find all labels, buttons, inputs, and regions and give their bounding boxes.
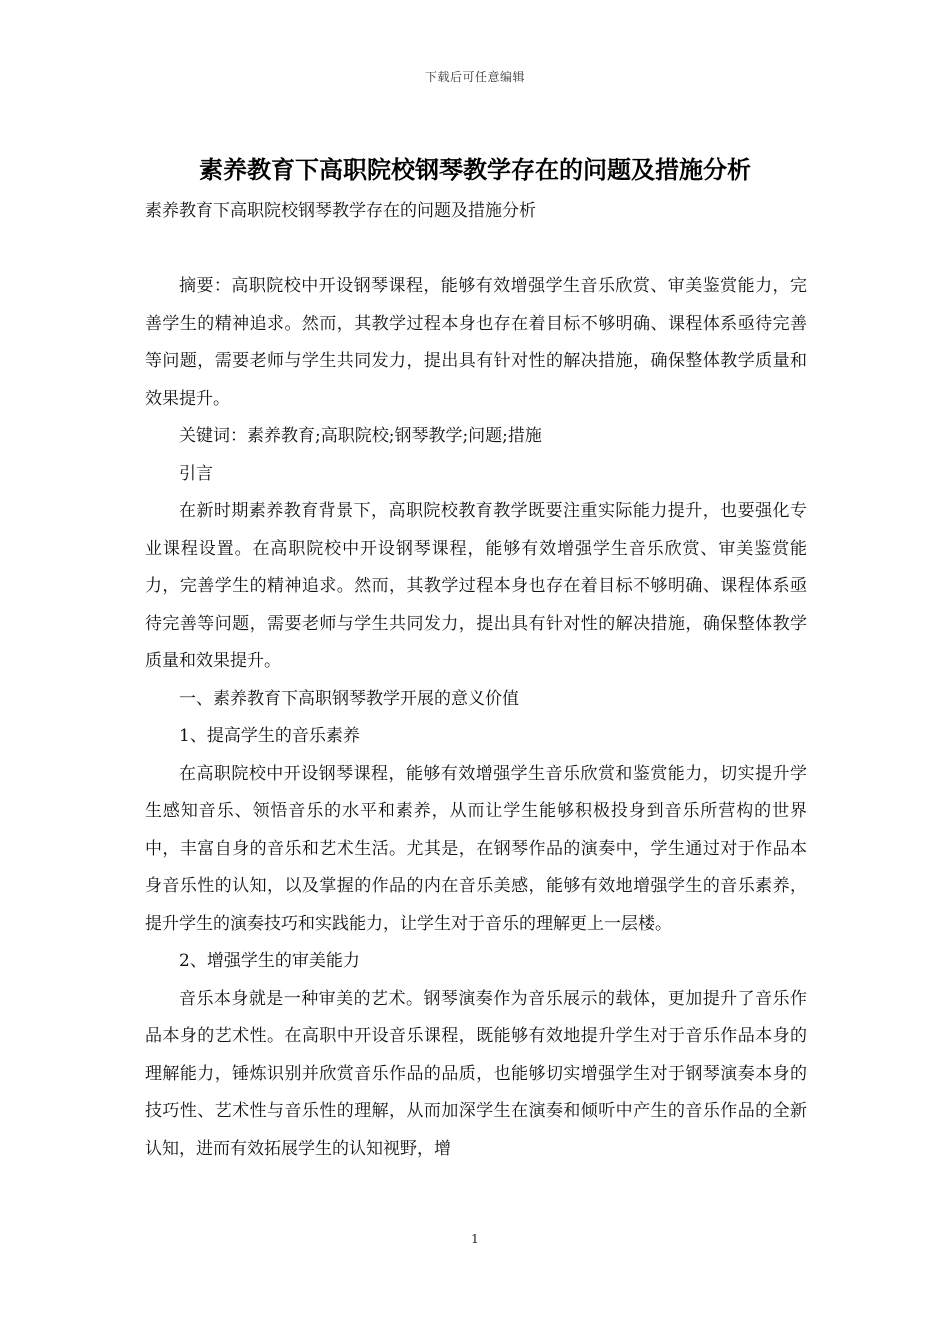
section-heading-introduction: 引言 xyxy=(179,463,213,484)
body-paragraph: 在高职院校中开设钢琴课程，能够有效增强学生音乐欣赏和鉴赏能力，切实提升学生感知音乐、领悟音乐的水平和素养，从而让学生能够积极投身到音乐所营构的世界中，丰富自身的音乐和艺术生活。尤其是，在钢琴作品的演奏中，学生通过对于作品本身音乐性的认知，以及掌握的作品的内在音乐美感，能够有效地增强学生的音乐素养，提升学生的演奏技巧和实践能力，让学生对于音乐的理解更上一层楼。 xyxy=(145,763,807,934)
header-note: 下载后可任意编辑 xyxy=(424,70,525,84)
keywords-paragraph: 关键词：素养教育;高职院校;钢琴教学;问题;措施 xyxy=(179,426,542,446)
section-heading-1: 一、素养教育下高职钢琴教学开展的意义价值 xyxy=(179,688,519,709)
body-paragraph: 音乐本身就是一种审美的艺术。钢琴演奏作为音乐展示的载体，更加提升了音乐作品本身的艺术性。在高职中开设音乐课程，既能够有效地提升学生对于音乐作品本身的理解能力，锤炼识别并欣赏音乐作品的品质，也能够切实增强学生对于钢琴演奏本身的技巧性、艺术性与音乐性的理解，从而加深学生在演奏和倾听中产生的音乐作品的全新认知，进而有效拓展学生的认知视野，增 xyxy=(145,988,807,1159)
document-title: 素养教育下高职院校钢琴教学存在的问题及措施分析 xyxy=(199,156,751,184)
abstract-paragraph: 摘要：高职院校中开设钢琴课程，能够有效增强学生音乐欣赏、审美鉴赏能力，完善学生的精神追求。然而，其教学过程本身也存在着目标不够明确、课程体系亟待完善等问题，需要老师与学生共同发力，提出具有针对性的解决措施，确保整体教学质量和效果提升。 xyxy=(145,276,807,409)
document-body xyxy=(145,268,807,1168)
page-number: 1 xyxy=(471,1232,479,1246)
document-subtitle: 素养教育下高职院校钢琴教学存在的问题及措施分析 xyxy=(145,201,536,221)
subsection-heading-1-1: 1、提高学生的音乐素养 xyxy=(179,726,360,746)
subsection-heading-1-2: 2、增强学生的审美能力 xyxy=(179,951,360,971)
introduction-paragraph: 在新时期素养教育背景下，高职院校教育教学既要注重实际能力提升，也要强化专业课程设置。在高职院校中开设钢琴课程，能够有效增强学生音乐欣赏、审美鉴赏能力，完善学生的精神追求。然而，其教学过程本身也存在着目标不够明确、课程体系亟待完善等问题，需要老师与学生共同发力，提出具有针对性的解决措施，确保整体教学质量和效果提升。 xyxy=(145,501,807,671)
